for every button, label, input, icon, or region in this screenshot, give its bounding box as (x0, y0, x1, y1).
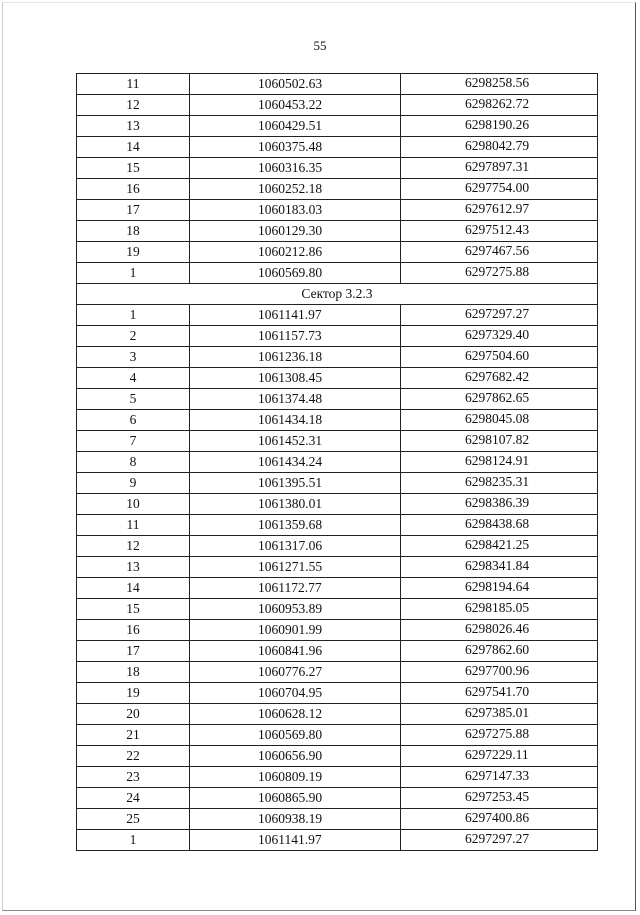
point-number-cell: 1 (77, 305, 190, 326)
table-row (77, 683, 598, 704)
point-number-cell: 20 (77, 704, 190, 725)
y-coordinate-cell: 6298107.82 (401, 431, 598, 452)
point-number-cell: 16 (77, 179, 190, 200)
point-number-cell: 17 (77, 200, 190, 221)
y-coordinate-cell: 6298421.25 (401, 536, 598, 557)
x-coordinate-cell: 1061395.51 (190, 473, 401, 494)
x-coordinate-cell: 1060316.35 (190, 158, 401, 179)
table-row (77, 116, 598, 137)
point-number-cell: 14 (77, 137, 190, 158)
x-coordinate-cell: 1060375.48 (190, 137, 401, 158)
x-coordinate-cell: 1060953.89 (190, 599, 401, 620)
x-coordinate-cell: 1060252.18 (190, 179, 401, 200)
x-coordinate-cell: 1060569.80 (190, 263, 401, 284)
point-number-cell: 17 (77, 641, 190, 662)
point-number-cell: 1 (77, 263, 190, 284)
table-row (77, 305, 598, 326)
y-coordinate-cell: 6298341.84 (401, 557, 598, 578)
x-coordinate-cell: 1060776.27 (190, 662, 401, 683)
table-row (77, 452, 598, 473)
y-coordinate-cell: 6297297.27 (401, 830, 598, 851)
point-number-cell: 11 (77, 515, 190, 536)
table-row (77, 725, 598, 746)
table-row (77, 179, 598, 200)
y-coordinate-cell: 6298235.31 (401, 473, 598, 494)
x-coordinate-cell: 1060628.12 (190, 704, 401, 725)
coordinates-table-body (77, 74, 598, 851)
table-row (77, 158, 598, 179)
table-row (77, 410, 598, 431)
y-coordinate-cell: 6297612.97 (401, 200, 598, 221)
x-coordinate-cell: 1060704.95 (190, 683, 401, 704)
table-row (77, 389, 598, 410)
point-number-cell: 12 (77, 95, 190, 116)
x-coordinate-cell: 1061141.97 (190, 830, 401, 851)
sector-header-row (77, 284, 598, 305)
point-number-cell: 11 (77, 74, 190, 95)
y-coordinate-cell: 6297467.56 (401, 242, 598, 263)
point-number-cell: 15 (77, 158, 190, 179)
point-number-cell: 9 (77, 473, 190, 494)
table-row (77, 641, 598, 662)
x-coordinate-cell: 1060938.19 (190, 809, 401, 830)
y-coordinate-cell: 6298194.64 (401, 578, 598, 599)
table-row (77, 473, 598, 494)
table-row (77, 221, 598, 242)
x-coordinate-cell: 1060183.03 (190, 200, 401, 221)
table-row (77, 200, 598, 221)
table-row (77, 536, 598, 557)
point-number-cell: 13 (77, 116, 190, 137)
point-number-cell: 18 (77, 221, 190, 242)
x-coordinate-cell: 1061374.48 (190, 389, 401, 410)
y-coordinate-cell: 6297897.31 (401, 158, 598, 179)
y-coordinate-cell: 6297541.70 (401, 683, 598, 704)
point-number-cell: 2 (77, 326, 190, 347)
coordinates-table (76, 73, 598, 851)
point-number-cell: 15 (77, 599, 190, 620)
y-coordinate-cell: 6297700.96 (401, 662, 598, 683)
sector-label: Сектор 3.2.3 (77, 284, 598, 305)
point-number-cell: 16 (77, 620, 190, 641)
x-coordinate-cell: 1061172.77 (190, 578, 401, 599)
y-coordinate-cell: 6297682.42 (401, 368, 598, 389)
point-number-cell: 7 (77, 431, 190, 452)
point-number-cell: 24 (77, 788, 190, 809)
x-coordinate-cell: 1060429.51 (190, 116, 401, 137)
point-number-cell: 22 (77, 746, 190, 767)
x-coordinate-cell: 1060809.19 (190, 767, 401, 788)
point-number-cell: 1 (77, 830, 190, 851)
y-coordinate-cell: 6297147.33 (401, 767, 598, 788)
table-row (77, 746, 598, 767)
point-number-cell: 13 (77, 557, 190, 578)
x-coordinate-cell: 1061317.06 (190, 536, 401, 557)
point-number-cell: 10 (77, 494, 190, 515)
table-row (77, 557, 598, 578)
table-row (77, 662, 598, 683)
x-coordinate-cell: 1060841.96 (190, 641, 401, 662)
x-coordinate-cell: 1060865.90 (190, 788, 401, 809)
x-coordinate-cell: 1061157.73 (190, 326, 401, 347)
x-coordinate-cell: 1061380.01 (190, 494, 401, 515)
table-row (77, 809, 598, 830)
x-coordinate-cell: 1060453.22 (190, 95, 401, 116)
y-coordinate-cell: 6297385.01 (401, 704, 598, 725)
y-coordinate-cell: 6298124.91 (401, 452, 598, 473)
y-coordinate-cell: 6298258.56 (401, 74, 598, 95)
y-coordinate-cell: 6298438.68 (401, 515, 598, 536)
table-row (77, 263, 598, 284)
y-coordinate-cell: 6297400.86 (401, 809, 598, 830)
x-coordinate-cell: 1061359.68 (190, 515, 401, 536)
y-coordinate-cell: 6297253.45 (401, 788, 598, 809)
table-row (77, 326, 598, 347)
y-coordinate-cell: 6298045.08 (401, 410, 598, 431)
y-coordinate-cell: 6297754.00 (401, 179, 598, 200)
table-row (77, 347, 598, 368)
point-number-cell: 3 (77, 347, 190, 368)
point-number-cell: 23 (77, 767, 190, 788)
y-coordinate-cell: 6298185.05 (401, 599, 598, 620)
x-coordinate-cell: 1060212.86 (190, 242, 401, 263)
y-coordinate-cell: 6298042.79 (401, 137, 598, 158)
x-coordinate-cell: 1060656.90 (190, 746, 401, 767)
table-row (77, 788, 598, 809)
table-row (77, 431, 598, 452)
point-number-cell: 19 (77, 683, 190, 704)
x-coordinate-cell: 1060129.30 (190, 221, 401, 242)
y-coordinate-cell: 6298262.72 (401, 95, 598, 116)
point-number-cell: 5 (77, 389, 190, 410)
y-coordinate-cell: 6297297.27 (401, 305, 598, 326)
table-row (77, 74, 598, 95)
point-number-cell: 6 (77, 410, 190, 431)
table-row (77, 494, 598, 515)
x-coordinate-cell: 1061236.18 (190, 347, 401, 368)
x-coordinate-cell: 1060901.99 (190, 620, 401, 641)
y-coordinate-cell: 6297504.60 (401, 347, 598, 368)
point-number-cell: 19 (77, 242, 190, 263)
point-number-cell: 14 (77, 578, 190, 599)
x-coordinate-cell: 1061434.24 (190, 452, 401, 473)
y-coordinate-cell: 6298386.39 (401, 494, 598, 515)
y-coordinate-cell: 6297862.65 (401, 389, 598, 410)
point-number-cell: 8 (77, 452, 190, 473)
y-coordinate-cell: 6297329.40 (401, 326, 598, 347)
x-coordinate-cell: 1061308.45 (190, 368, 401, 389)
point-number-cell: 18 (77, 662, 190, 683)
y-coordinate-cell: 6297275.88 (401, 725, 598, 746)
table-row (77, 137, 598, 158)
point-number-cell: 21 (77, 725, 190, 746)
table-row (77, 95, 598, 116)
x-coordinate-cell: 1061271.55 (190, 557, 401, 578)
point-number-cell: 4 (77, 368, 190, 389)
y-coordinate-cell: 6298026.46 (401, 620, 598, 641)
x-coordinate-cell: 1061434.18 (190, 410, 401, 431)
x-coordinate-cell: 1061452.31 (190, 431, 401, 452)
table-row (77, 242, 598, 263)
y-coordinate-cell: 6298190.26 (401, 116, 598, 137)
table-row (77, 620, 598, 641)
table-row (77, 515, 598, 536)
page-number: 55 (313, 38, 327, 53)
x-coordinate-cell: 1060569.80 (190, 725, 401, 746)
point-number-cell: 12 (77, 536, 190, 557)
y-coordinate-cell: 6297862.60 (401, 641, 598, 662)
y-coordinate-cell: 6297512.43 (401, 221, 598, 242)
table-row (77, 767, 598, 788)
x-coordinate-cell: 1060502.63 (190, 74, 401, 95)
point-number-cell: 25 (77, 809, 190, 830)
table-row (77, 599, 598, 620)
x-coordinate-cell: 1061141.97 (190, 305, 401, 326)
table-row (77, 704, 598, 725)
y-coordinate-cell: 6297229.11 (401, 746, 598, 767)
table-row (77, 830, 598, 851)
table-row (77, 368, 598, 389)
table-row (77, 578, 598, 599)
y-coordinate-cell: 6297275.88 (401, 263, 598, 284)
